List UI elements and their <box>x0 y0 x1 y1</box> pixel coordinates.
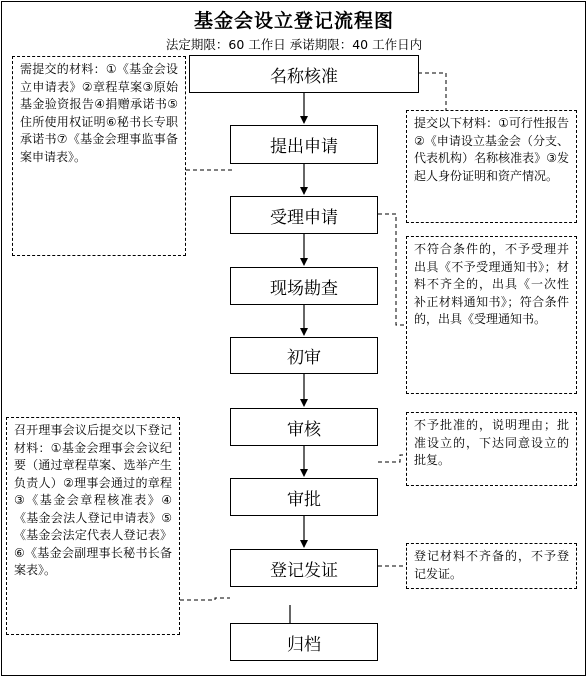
note-council-registration-materials: 召开理事会议后提交以下登记材料：①基金会理事会会议纪要（通过章程草案、选举产生负责人）②理事会通过的章程③《基金会章程核准表》④《基金会法人登记申请表》⑤《基金会法定代表人登记表》⑥《基金会副理事长秘书长备案表》。 <box>6 417 180 635</box>
step-submit-application <box>230 125 378 164</box>
step-approval <box>230 478 378 516</box>
step-site-inspection <box>230 267 378 305</box>
step-label: 初审 <box>287 348 321 368</box>
step-accept-application <box>230 196 378 234</box>
step-review <box>230 408 378 446</box>
step-label: 现场勘查 <box>270 278 338 299</box>
step-registration-certificate <box>230 549 378 587</box>
step-label: 审核 <box>287 419 321 440</box>
step-label: 归档 <box>287 634 321 655</box>
page-title: 基金会设立登记流程图 <box>193 10 394 32</box>
deadline-subtitle: 法定期限：60 工作日 承诺期限：40 工作日内 <box>165 37 423 52</box>
note-acceptance-conditions: 不符合条件的，不予受理并出具《不予受理通知书》；材料不齐全的，出具《一次性补正材料通知书》；符合条件的，出具《受理通知书。 <box>406 236 577 394</box>
step-preliminary-review <box>230 337 378 374</box>
step-name-approval <box>189 55 419 93</box>
connector-council <box>180 598 230 600</box>
connector-acceptance <box>378 214 406 325</box>
step-archive <box>230 623 378 661</box>
step-label: 登记发证 <box>270 560 338 581</box>
note-approval-result: 不予批准的，说明理由；批准设立的，下达同意设立的批复。 <box>406 412 577 486</box>
step-label: 审批 <box>287 489 321 510</box>
step-label: 提出申请 <box>270 137 338 157</box>
connector-name-approval <box>418 73 446 110</box>
note-certificate-condition: 登记材料不齐备的，不予登记发证。 <box>406 543 577 589</box>
step-label: 名称核准 <box>270 66 338 87</box>
note-required-materials: 需提交的材料：①《基金会设立申请表》②章程草案③原始基金验资报告④捐赠承诺书⑤住所使用权证明⑥秘书长专职承诺书⑦《基金会理事监事备案申请表》。 <box>12 56 186 256</box>
step-label: 受理申请 <box>270 207 338 228</box>
note-name-approval-materials: 提交以下材料：①可行性报告②《申请设立基金会（分支、代表机构）名称核准表》③发起人身份证明和资产情况。 <box>406 110 577 223</box>
connector-approval <box>378 455 406 462</box>
